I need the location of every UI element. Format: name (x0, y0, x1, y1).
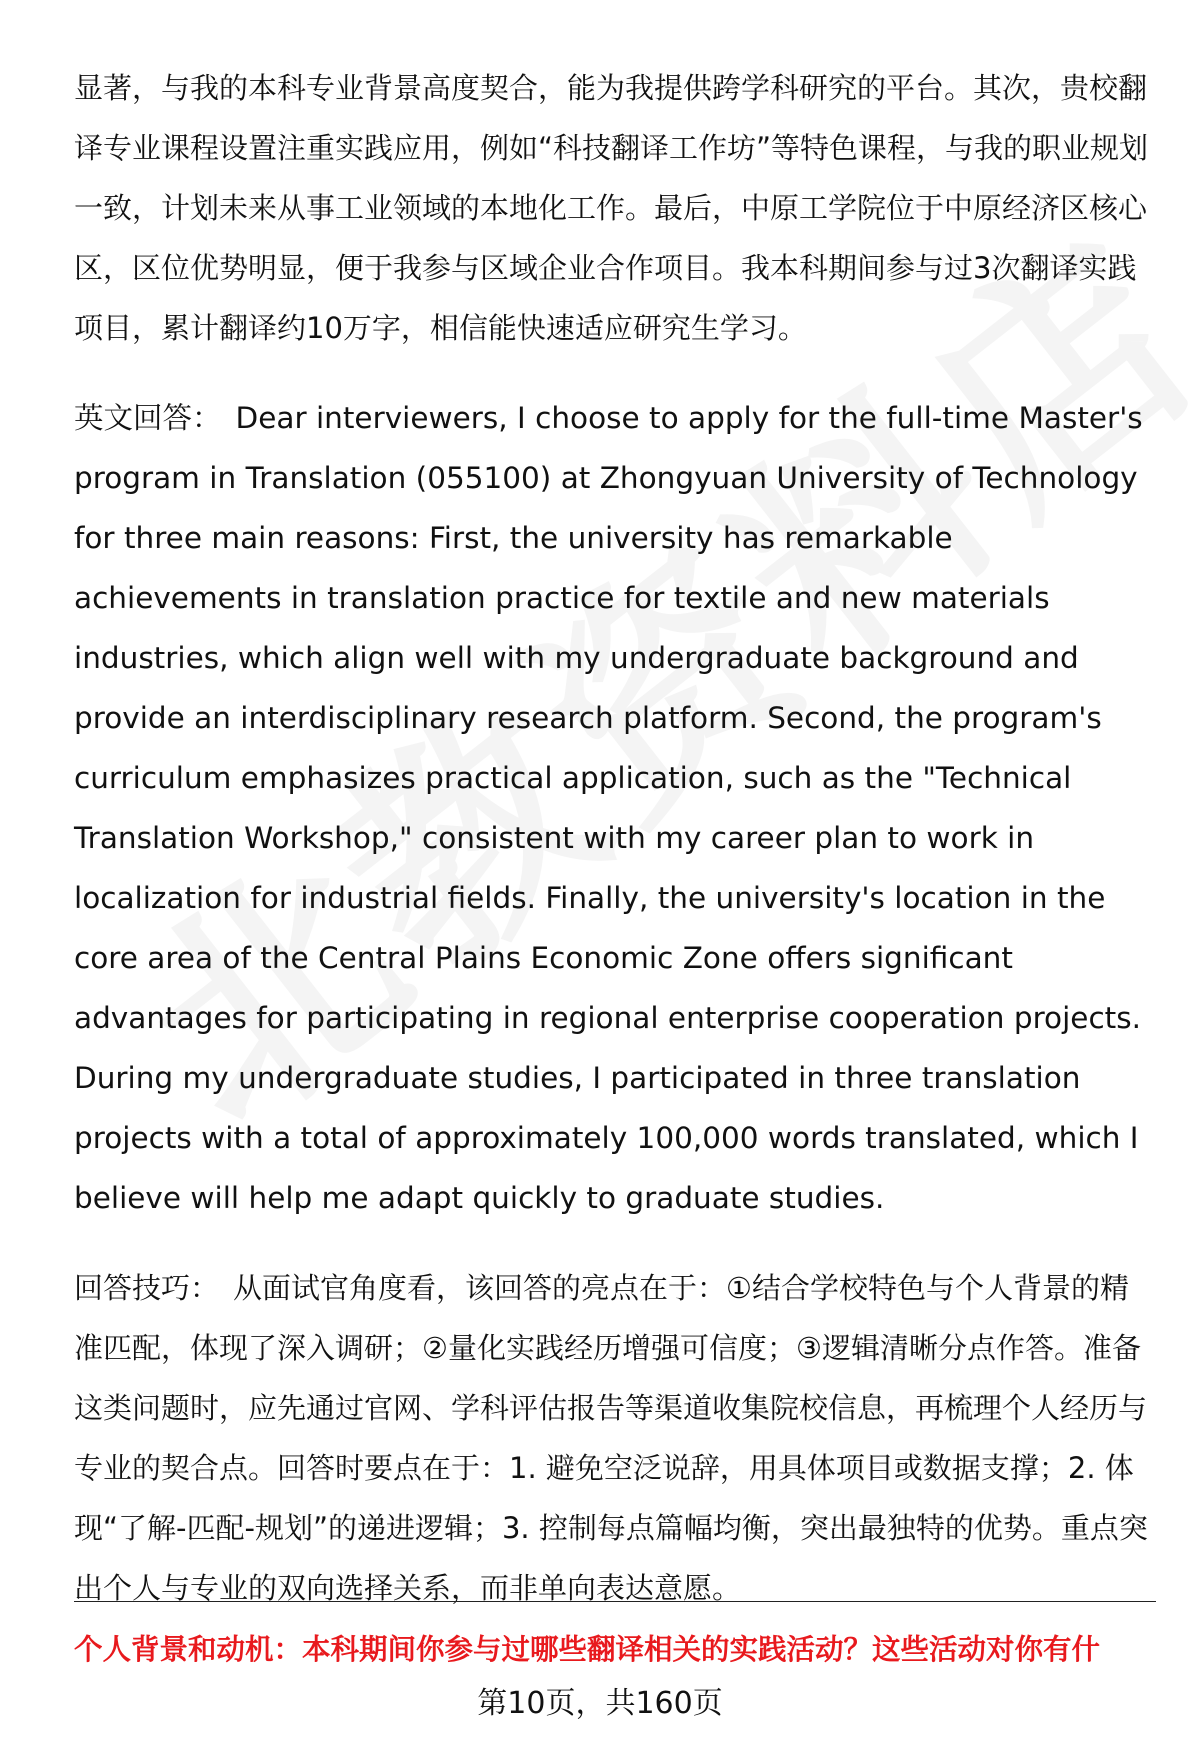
answer-tips-label: 回答技巧： (74, 1271, 220, 1305)
answer-tips-paragraph (74, 1258, 1154, 1618)
paragraph-spacer (74, 1228, 1154, 1258)
paragraph-spacer (74, 358, 1154, 388)
chinese-answer-paragraph: 显著，与我的本科专业背景高度契合，能为我提供跨学科研究的平台。其次，贵校翻译专业课程设置注重实践应用，例如“科技翻译工作坊”等特色课程，与我的职业规划一致，计划未来从事工业领域的本地化工作。最后，中原工学院位于中原经济区核心区，区位优势明显，便于我参与区域企业合作项目。我本科期间参与过3次翻译实践项目，累计翻译约10万字，相信能快速适应研究生学习。 (74, 71, 1149, 345)
section-divider (74, 1601, 1156, 1602)
english-answer-text: Dear interviewers, I choose to apply for the full-time Master's program in Translation (055100) at Zhongyuan University of Technology for three main reasons: First, the university has remarkable achievements in translation practice for textile and new materials industries, which align well with my undergraduate background and provide an interdisciplinary research platform. Second, the program's curriculum emphasizes practical application, such as the "Technical Translation Workshop," consistent with my career plan to work in localization for industrial fields. Finally, the university's location in the core area of the Central Plains Economic Zone offers significant advantages for participating in regional enterprise cooperation projects. During my undergraduate studies, I participated in three translation projects with a total of approximately 100,000 words translated, which I believe will help me adapt quickly to graduate studies. (74, 401, 1143, 1215)
page-number: 第10页，共160页 (477, 1686, 723, 1721)
english-answer-label: 英文回答： (74, 401, 222, 435)
next-question-heading: 个人背景和动机：本科期间你参与过哪些翻译相关的实践活动？这些活动对你有什 (74, 1633, 1101, 1666)
page-content (74, 58, 1154, 1618)
english-answer-paragraph (74, 388, 1154, 1228)
answer-tips-text: 从面试官角度看，该回答的亮点在于：①结合学校特色与个人背景的精准匹配，体现了深入调研；②量化实践经历增强可信度；③逻辑清晰分点作答。准备这类问题时，应先通过官网、学科评估报告等渠道收集院校信息，再梳理个人经历与专业的契合点。回答时要点在于：1. 避免空泛说辞，用具体项目或数据支撑；2. 体现“了解-匹配-规划”的递进逻辑；3. 控制每点篇幅均衡，突出最独特的优势。重点突出个人与专业的双向选择关系，而非单向表达意愿。 (74, 1271, 1148, 1605)
